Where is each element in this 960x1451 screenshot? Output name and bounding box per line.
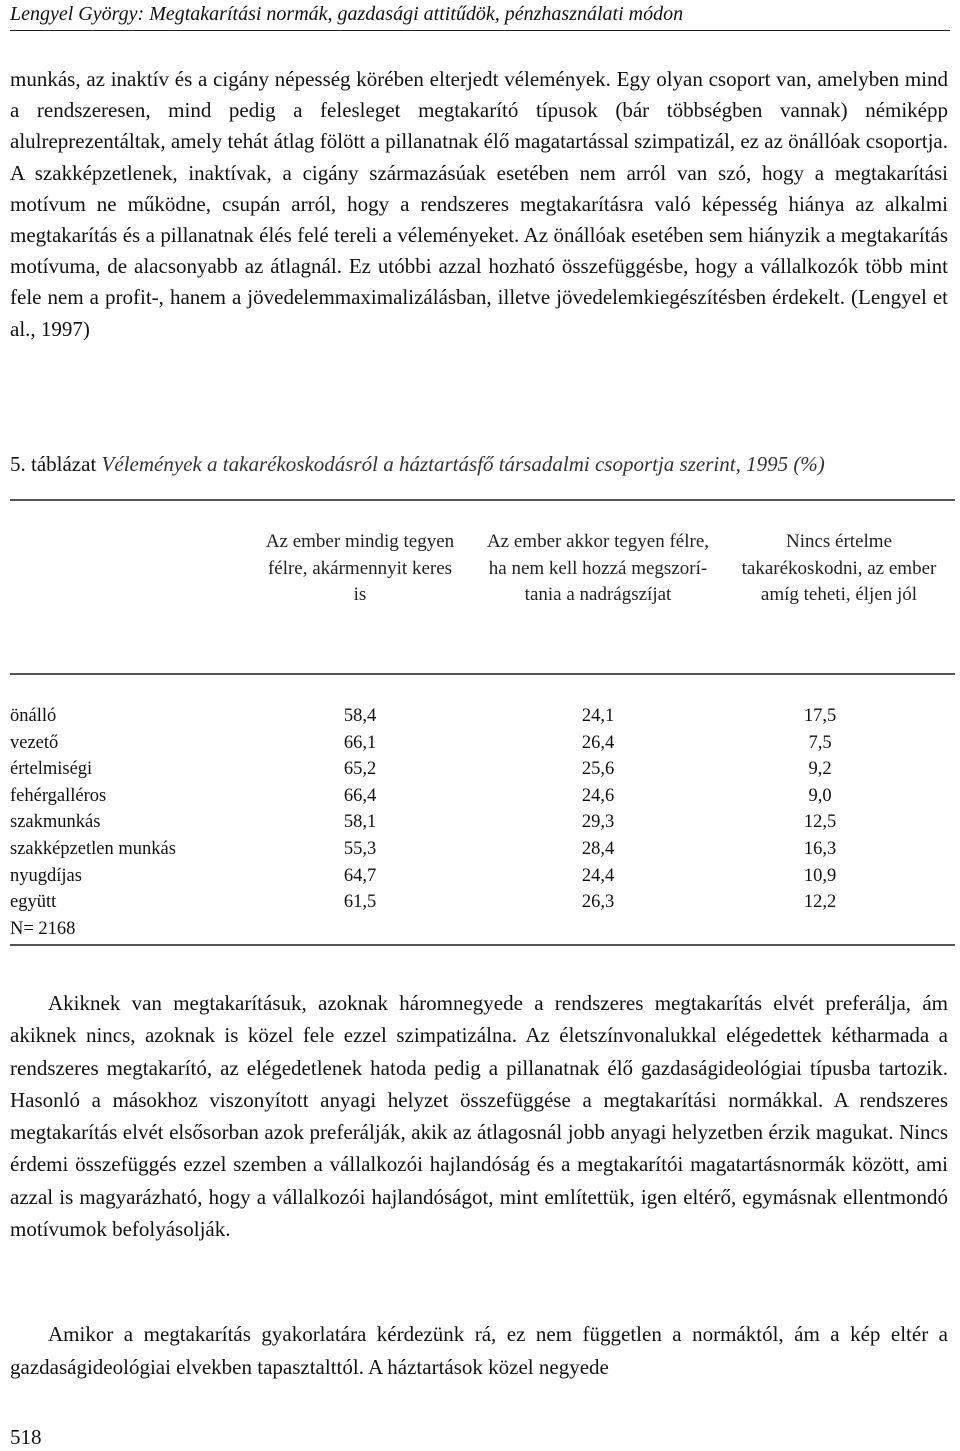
row-value-col3: 12,5: [803, 812, 837, 833]
column-header-2: Az ember akkor tegyen félre, ha nem kell hozzá megszorí-tania a nadrágszíjat: [486, 531, 710, 605]
row-label: értelmiségi: [10, 759, 93, 780]
table-row: [10, 783, 955, 810]
row-value-col2: 29,3: [581, 812, 615, 833]
table-row: [10, 809, 955, 836]
row-value-col2: 26,3: [581, 892, 615, 913]
row-value-col3: 9,0: [808, 785, 832, 806]
body-paragraph-1: munkás, az inaktív és a cigány népesség körében elterjedt vélemények. Egy olyan csoport van, amelyben mind a rendszeresen, mind pedig a felesleget megtakarító típusok (bár többségben vannak) némiképp alulreprezentáltak, amely tehát átlag fölött a pillanatnak élő magatartással szimpatizál, ez az önállóak csoportja. A szakképzetlenek, inaktívak, a cigány származásúak esetében nem arról van szó, hogy a megtakarítási motívum ne működne, csupán arról, hogy a rendszeres megtakarításra való képesség hiánya az alkalmi megtakarítás és a pillanatnak élés felé tereli a véleményeket. Az önállóak esetében sem hiányzik a megtakarítás motívuma, de alacsonyabb az átlagnál. Ez utóbbi azzal hozható összefüggésbe, hogy a vállalkozók több mint fele nem a profit-, hanem a jövedelemmaximalizálásban, illetve jövedelemkiegészítésben érdekelt. (Lengyel et al., 1997): [10, 67, 948, 341]
row-label: szakmunkás: [10, 812, 101, 833]
table-header-rule: [10, 673, 955, 675]
row-value-col3: 9,2: [808, 759, 832, 780]
table-bottom-rule: [10, 944, 955, 946]
running-title: Lengyel György: Megtakarítási normák, gazdasági attitűdök, pénzhasználati módon: [10, 3, 684, 25]
table-row: [10, 703, 955, 730]
row-value-col1: 55,3: [343, 839, 377, 859]
row-value-col3: 7,5: [808, 732, 832, 753]
body-paragraph-3: Amikor a megtakarítás gyakorlatára kérdezünk rá, ez nem független a normáktól, ám a kép eltér a gazdaságideológiai elvekben tapasztalttól. A háztartások közel negyede: [10, 1322, 948, 1379]
column-header-3: Nincs értelme takarékoskodni, az ember amíg teheti, éljen jól: [741, 531, 937, 605]
column-header-1: Az ember mindig tegyen félre, akármennyit keres is: [265, 531, 455, 605]
row-value-col3: 10,9: [803, 865, 837, 886]
row-value-col1: 64,7: [343, 865, 377, 886]
row-value-col1: 58,1: [343, 812, 377, 833]
table-caption: [10, 449, 930, 479]
row-value-col2: 26,4: [581, 732, 615, 753]
table-sample-size: N= 2168: [10, 919, 76, 939]
table-caption-title: Vélemények a takarékoskodásról a háztartásfő társadalmi csoportja szerint, 1995 (%): [101, 452, 825, 476]
row-label: együtt: [10, 892, 57, 913]
table-row: [10, 863, 955, 890]
row-value-col3: 12,2: [803, 892, 837, 913]
row-value-col2: 24,1: [581, 706, 615, 726]
row-label: nyugdíjas: [10, 865, 82, 886]
row-value-col1: 58,4: [343, 706, 377, 726]
row-value-col3: 17,5: [803, 706, 837, 726]
row-value-col2: 28,4: [581, 839, 615, 859]
row-label: vezető: [10, 732, 59, 753]
row-value-col2: 25,6: [581, 759, 615, 780]
table-top-rule: [10, 499, 955, 501]
row-label: önálló: [10, 706, 57, 726]
table-row: [10, 730, 955, 757]
table-row: [10, 836, 955, 863]
row-value-col1: 61,5: [343, 892, 377, 913]
row-value-col2: 24,4: [581, 865, 615, 886]
row-label: fehérgalléros: [10, 785, 107, 806]
table-row: [10, 756, 955, 783]
table-caption-label: 5. táblázat: [10, 452, 97, 476]
row-value-col2: 24,6: [581, 785, 615, 806]
running-header: [10, 0, 950, 31]
row-label: szakképzetlen munkás: [10, 839, 176, 859]
page-number: 518: [10, 1425, 42, 1449]
row-value-col1: 65,2: [343, 759, 377, 780]
row-value-col3: 16,3: [803, 839, 837, 859]
row-value-col1: 66,4: [343, 785, 377, 806]
body-paragraph-2: Akiknek van megtakarításuk, azoknak háromnegyede a rendszeres megtakarítás elvét preferálja, ám akiknek nincs, azoknak is közel fele ezzel szimpatizálna. Az életszínvonalukkal elégedettek kétharmada a rendszeres megtakarító, az elégedetlenek hatoda pedig a pillanatnak élő gazdaságideológiai típusba tartozik. Hasonló a másokhoz viszonyított anyagi helyzet összefüggése a megtakarítási normákkal. A rendszeres megtakarítás elvét elsősorban azok preferálják, akik az átlagosnál jobb anyagi helyzetben érzik magukat. Nincs érdemi összefüggés ezzel szemben a vállalkozói hajlandóság és a megtakarítói magatartásnormák között, ami azzal is magyarázható, hogy a vállalkozói hajlandóságot, mint említettük, igen eltérő, egymásnak ellentmondó motívumok befolyásolják.: [10, 991, 948, 1242]
table-row: [10, 889, 955, 916]
row-value-col1: 66,1: [343, 732, 377, 753]
